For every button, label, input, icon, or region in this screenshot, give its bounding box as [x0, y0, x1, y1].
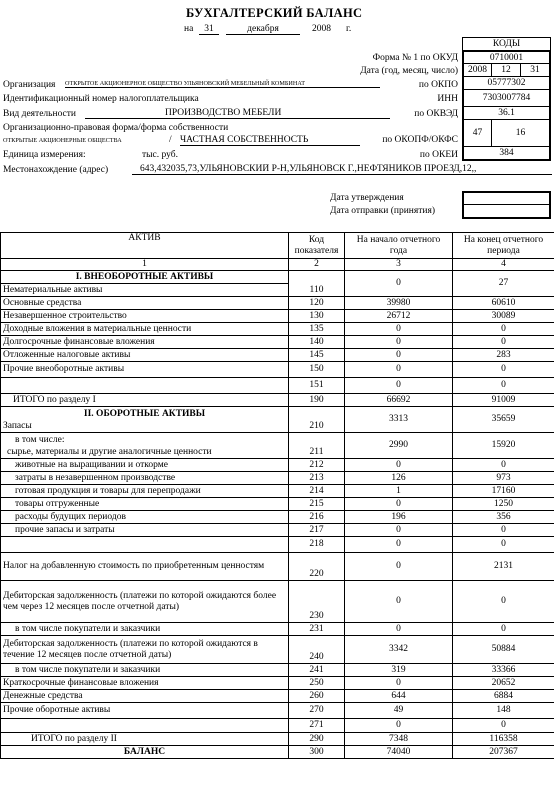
row-label: Краткосрочные финансовые вложения [1, 677, 289, 690]
table-row [1, 524, 554, 537]
row-label [1, 378, 289, 394]
row-end: 0 [453, 719, 554, 733]
row-start: 0 [345, 581, 453, 623]
table-row [1, 581, 554, 623]
ownership-value: ЧАСТНАЯ СОБСТВЕННОСТЬ [180, 135, 360, 146]
org-name: ОТКРЫТОЕ АКЦИОНЕРНОЕ ОБЩЕСТВО УЛЬЯНОВСКИЙ МЕБЕЛЬНЫЙ КОМБИНАТ [65, 80, 380, 88]
row-code: 215 [289, 498, 345, 511]
row-start: 2990 [345, 433, 453, 459]
row-label: Незавершенное строительство [1, 310, 289, 323]
date-year-code: 2008 [462, 63, 492, 77]
row-end: 116358 [453, 733, 554, 746]
row-end: 148 [453, 703, 554, 719]
legal-form-value: ОТКРЫТЫЕ АКЦИОНЕРНЫЕ ОБЩЕСТВА [3, 137, 122, 144]
report-year: 2008 [312, 24, 331, 34]
row-label: в том числе покупатели и заказчики [1, 623, 289, 636]
table-row [1, 636, 554, 664]
row-label: расходы будущих периодов [1, 511, 289, 524]
row-code: 212 [289, 459, 345, 472]
row-code: 214 [289, 485, 345, 498]
row-end: 17160 [453, 485, 554, 498]
col-num-3: 3 [345, 259, 453, 271]
table-row [1, 746, 554, 759]
row-start: 66692 [345, 394, 453, 407]
row-start: 39980 [345, 297, 453, 310]
row-end: 50884 [453, 636, 554, 664]
table-row [1, 677, 554, 690]
row-code: 250 [289, 677, 345, 690]
okei-code: 384 [462, 146, 551, 161]
row-end: 0 [453, 459, 554, 472]
row-code: 231 [289, 623, 345, 636]
row-code: 217 [289, 524, 345, 537]
row-start: 0 [345, 349, 453, 362]
row-start: 0 [345, 459, 453, 472]
row-start: 0 [345, 524, 453, 537]
okpo-code: 05777302 [462, 76, 551, 90]
row-label: Запасы [3, 420, 32, 431]
row-code: 120 [289, 297, 345, 310]
legal-form-slash: / [169, 135, 172, 145]
row-end: 973 [453, 472, 554, 485]
row-label: затраты в незавершенном производстве [1, 472, 289, 485]
row-code: 110 [289, 271, 345, 297]
row-start: 1 [345, 485, 453, 498]
date-month-code: 12 [491, 63, 521, 77]
table-row [1, 394, 554, 407]
row-code: 130 [289, 310, 345, 323]
row-label: Налог на добавленную стоимость по приобретенным ценностям [1, 553, 289, 581]
table-row [1, 472, 554, 485]
table-row [1, 690, 554, 703]
row-code: 216 [289, 511, 345, 524]
table-row [1, 733, 554, 746]
col-num-4: 4 [453, 259, 554, 271]
row-start: 0 [345, 623, 453, 636]
col-num-1: 1 [1, 259, 289, 271]
row-end: 91009 [453, 394, 554, 407]
row-label: Денежные средства [1, 690, 289, 703]
row-code: 220 [289, 553, 345, 581]
row-code: 145 [289, 349, 345, 362]
row-end: 0 [453, 581, 554, 623]
col-num-2: 2 [289, 259, 345, 271]
unit-value: тыс. руб. [142, 150, 178, 160]
col-header-start: На начало отчетного года [345, 233, 453, 259]
row-start: 0 [345, 323, 453, 336]
row-end: 0 [453, 378, 554, 394]
row-end: 30089 [453, 310, 554, 323]
table-row [1, 407, 554, 433]
table-row [1, 623, 554, 636]
row-start: 196 [345, 511, 453, 524]
col-header-asset: АКТИВ [1, 233, 289, 259]
row-end: 0 [453, 362, 554, 378]
row-end: 0 [453, 323, 554, 336]
row-label: Доходные вложения в материальные ценности [1, 323, 289, 336]
date-day-code: 31 [520, 63, 551, 77]
table-row [1, 703, 554, 719]
row-end: 2131 [453, 553, 554, 581]
row-end: 35659 [453, 407, 554, 433]
row-label: в том числе: [15, 434, 65, 445]
row-code: 140 [289, 336, 345, 349]
inn-label: ИНН [437, 94, 458, 104]
row-start: 3342 [345, 636, 453, 664]
row-end: 15920 [453, 433, 554, 459]
table-row [1, 349, 554, 362]
row-start: 0 [345, 271, 453, 297]
row-code: 211 [289, 433, 345, 459]
col-header-code: Код показателя [289, 233, 345, 259]
balance-table [0, 232, 554, 759]
unit-label: Единица измерения: [3, 150, 86, 160]
row-start: 644 [345, 690, 453, 703]
table-row [1, 433, 554, 459]
date-prefix: на [184, 24, 194, 34]
row-end: 0 [453, 537, 554, 553]
okud-label: Форма № 1 по ОКУД [372, 53, 458, 63]
row-start: 126 [345, 472, 453, 485]
row-start: 26712 [345, 310, 453, 323]
row-end: 6884 [453, 690, 554, 703]
okud-code: 0710001 [462, 50, 551, 64]
row-label: Дебиторская задолженность (платежи по которой ожидаются в течение 12 месяцев после отчетной даты) [1, 636, 289, 664]
row-end: 0 [453, 623, 554, 636]
row-label: Нематериальные активы [3, 285, 103, 295]
row-label: сырье, материалы и другие аналогичные ценности [7, 446, 212, 457]
table-row [1, 553, 554, 581]
table-row [1, 362, 554, 378]
row-code: 270 [289, 703, 345, 719]
row-start: 3313 [345, 407, 453, 433]
section-1-title: I. ВНЕОБОРОТНЫЕ АКТИВЫ [1, 271, 288, 284]
report-day: 31 [199, 24, 219, 35]
okpo-label: по ОКПО [418, 80, 458, 90]
row-start: 0 [345, 553, 453, 581]
row-label: готовая продукция и товары для перепродажи [1, 485, 289, 498]
row-label: прочие запасы и затраты [1, 524, 289, 537]
year-suffix: г. [346, 24, 352, 34]
row-end: 0 [453, 524, 554, 537]
row-start: 74040 [345, 746, 453, 759]
row-code: 240 [289, 636, 345, 664]
col-header-end: На конец отчетного периода [453, 233, 554, 259]
row-code: 190 [289, 394, 345, 407]
row-end: 0 [453, 336, 554, 349]
row-label: животные на выращивании и откорме [1, 459, 289, 472]
row-start: 49 [345, 703, 453, 719]
row-end: 60610 [453, 297, 554, 310]
row-end: 356 [453, 511, 554, 524]
taxpayer-id-label: Идентификационный номер налогоплательщика [3, 94, 199, 104]
row-label: Основные средства [1, 297, 289, 310]
row-start: 7348 [345, 733, 453, 746]
activity-label: Вид деятельности [3, 109, 77, 119]
row-code: 300 [289, 746, 345, 759]
row-code: 210 [289, 407, 345, 433]
row-start: 0 [345, 498, 453, 511]
codes-title: КОДЫ [462, 37, 551, 51]
legal-form-label: Организационно-правовая форма/форма собственности [3, 123, 229, 133]
row-start: 0 [345, 362, 453, 378]
okved-code: 36.1 [462, 106, 551, 120]
okfs-code: 16 [491, 119, 551, 147]
document-title: БУХГАЛТЕРСКИЙ БАЛАНС [186, 6, 363, 20]
table-row [1, 485, 554, 498]
row-start: 0 [345, 677, 453, 690]
row-label [1, 719, 289, 733]
section-2-title: II. ОБОРОТНЫЕ АКТИВЫ [83, 408, 206, 419]
table-row [1, 378, 554, 394]
row-end: 207367 [453, 746, 554, 759]
row-label: ИТОГО по разделу I [1, 394, 289, 407]
send-date-box [462, 204, 551, 219]
inn-code: 7303007784 [462, 89, 551, 107]
row-code: 260 [289, 690, 345, 703]
okopf-code: 47 [462, 119, 492, 147]
row-label [1, 537, 289, 553]
org-label: Организация [3, 80, 56, 90]
date-label: Дата (год, месяц, число) [360, 66, 458, 76]
row-code: 241 [289, 664, 345, 677]
row-label: товары отгруженные [1, 498, 289, 511]
address-label: Местонахождение (адрес) [3, 165, 109, 175]
row-start: 0 [345, 537, 453, 553]
send-date-label: Дата отправки (принятия) [330, 206, 436, 216]
row-code: 271 [289, 719, 345, 733]
okei-label: по ОКЕИ [419, 150, 458, 160]
row-label: Отложенные налоговые активы [1, 349, 289, 362]
row-end: 1250 [453, 498, 554, 511]
row-label: в том числе покупатели и заказчики [1, 664, 289, 677]
row-label: Прочие оборотные активы [1, 703, 289, 719]
table-row [1, 459, 554, 472]
okopf-label: по ОКОПФ/ОКФС [382, 135, 458, 145]
row-start: 319 [345, 664, 453, 677]
table-row [1, 336, 554, 349]
row-end: 20652 [453, 677, 554, 690]
row-code: 230 [289, 581, 345, 623]
address-value: 643,432035,73,УЛЬЯНОВСКИЙ Р-Н,УЛЬЯНОВСК Г.,НЕФТЯНИКОВ ПРОЕЗД,12,, [132, 164, 552, 175]
table-row [1, 719, 554, 733]
okved-label: по ОКВЭД [414, 109, 458, 119]
row-code: 135 [289, 323, 345, 336]
row-code: 150 [289, 362, 345, 378]
row-code: 151 [289, 378, 345, 394]
row-code: 290 [289, 733, 345, 746]
row-label: Дебиторская задолженность (платежи по которой ожидаются более чем через 12 месяцев после отчетной даты) [1, 581, 289, 623]
activity-value: ПРОИЗВОДСТВО МЕБЕЛИ [85, 108, 390, 119]
table-row [1, 297, 554, 310]
table-row [1, 271, 554, 297]
table-row [1, 323, 554, 336]
row-label: БАЛАНС [1, 746, 289, 759]
row-start: 0 [345, 378, 453, 394]
row-code: 218 [289, 537, 345, 553]
row-start: 0 [345, 719, 453, 733]
row-end: 33366 [453, 664, 554, 677]
row-start: 0 [345, 336, 453, 349]
row-end: 283 [453, 349, 554, 362]
table-row [1, 537, 554, 553]
row-label: ИТОГО по разделу II [1, 733, 289, 746]
table-row [1, 511, 554, 524]
row-label: Прочие внеоборотные активы [1, 362, 289, 378]
row-end: 27 [453, 271, 554, 297]
approve-date-box [462, 191, 551, 205]
row-code: 213 [289, 472, 345, 485]
report-month: декабря [226, 24, 300, 35]
table-row [1, 498, 554, 511]
table-row [1, 664, 554, 677]
row-label: Долгосрочные финансовые вложения [1, 336, 289, 349]
approve-date-label: Дата утверждения [330, 193, 404, 203]
table-row [1, 310, 554, 323]
